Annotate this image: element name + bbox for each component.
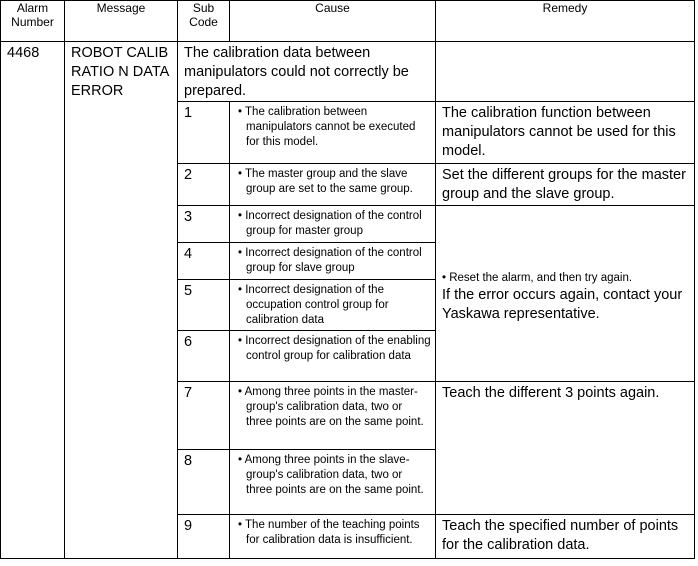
cause-cell: • Incorrect designation of the control group for slave group — [230, 243, 436, 280]
header-sub-code: Sub Code — [178, 1, 230, 42]
remedy-bullet: • Reset the alarm, and then try again. — [442, 272, 633, 284]
cause-cell: • Incorrect designation of the enabling control group for calibration data — [230, 331, 436, 382]
remedy-cell: The calibration function between manipulators cannot be used for this model. — [436, 102, 695, 164]
remedy-cell: Teach the specified number of points for the calibration data. — [436, 515, 695, 559]
remedy-cell: Set the different groups for the master group and the slave group. — [436, 164, 695, 206]
cause-cell: • The calibration between manipulators cannot be executed for this model. — [230, 102, 436, 164]
sub-code: 2 — [178, 164, 230, 206]
cause-summary: The calibration data between manipulators could not correctly be prepared. — [178, 42, 436, 102]
sub-code: 8 — [178, 450, 230, 515]
header-alarm-number: Alarm Number — [1, 1, 65, 42]
cause-cell: • Incorrect designation of the control group for master group — [230, 206, 436, 243]
alarm-message: ROBOT CALIBRATIO N DATA ERROR — [65, 42, 178, 559]
header-message: Message — [65, 1, 178, 42]
sub-code: 4 — [178, 243, 230, 280]
cause-cell: • Among three points in the master-group's calibration data, two or three points are on the same point. — [230, 382, 436, 450]
sub-code: 6 — [178, 331, 230, 382]
header-remedy: Remedy — [436, 1, 695, 42]
alarm-number: 4468 — [1, 42, 65, 559]
remedy-empty — [436, 42, 695, 102]
cause-cell: • The master group and the slave group are set to the same group. — [230, 164, 436, 206]
cause-cell: • Incorrect designation of the occupation control group for calibration data — [230, 280, 436, 331]
cause-cell: • Among three points in the slave-group's calibration data, two or three points are on the same point. — [230, 450, 436, 515]
remedy-text: If the error occurs again, contact your Yaskawa representative. — [442, 287, 683, 322]
sub-code: 9 — [178, 515, 230, 559]
cause-cell: • The number of the teaching points for calibration data is insufficient. — [230, 515, 436, 559]
sub-code: 1 — [178, 102, 230, 164]
sub-code: 5 — [178, 280, 230, 331]
sub-code: 7 — [178, 382, 230, 450]
remedy-cell: Teach the different 3 points again. — [436, 382, 695, 515]
header-cause: Cause — [230, 1, 436, 42]
table-row — [1, 42, 695, 102]
sub-code: 3 — [178, 206, 230, 243]
table-header-row — [1, 1, 695, 42]
remedy-shared — [436, 206, 695, 382]
